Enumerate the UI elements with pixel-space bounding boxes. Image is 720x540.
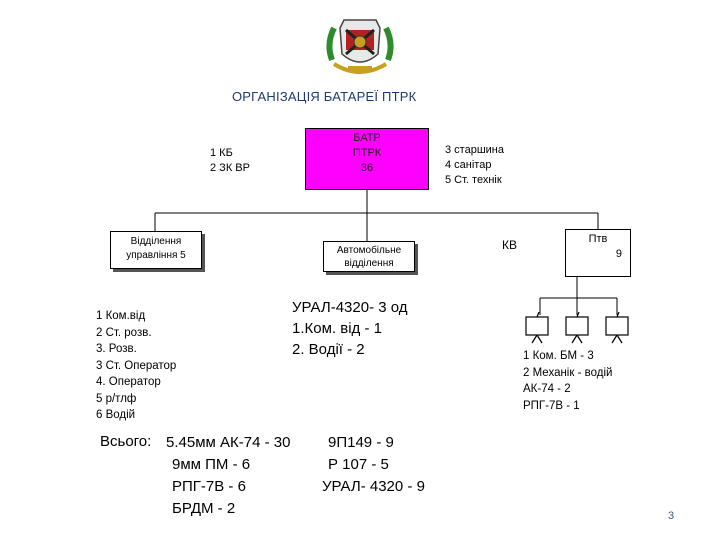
- list-item: РПГ-7В - 1: [523, 399, 580, 412]
- kv-label: КВ: [502, 238, 517, 252]
- totals-col2: [322, 432, 425, 498]
- hq-line-3: 36: [360, 162, 374, 174]
- ptv-number: 9: [615, 248, 622, 260]
- left-notes: [210, 146, 250, 176]
- auto-box-line-1: Автомобільне: [336, 245, 402, 256]
- list-item: Р 107 - 5: [328, 456, 389, 473]
- left-note-1: 1 КБ: [210, 147, 233, 159]
- list-item: УРАЛ- 4320 - 9: [322, 478, 425, 495]
- ptv-box: [565, 229, 631, 277]
- list-item: 5.45мм АК-74 - 30: [166, 434, 291, 451]
- list-item: РПГ-7В - 6: [172, 478, 246, 495]
- hq-line-2: ПТРК: [352, 147, 382, 159]
- page-title: ОРГАНІЗАЦІЯ БАТАРЕЇ ПТРК: [232, 89, 417, 104]
- totals-prefix: Всього:: [100, 433, 152, 450]
- list-item: 9мм ПМ - 6: [172, 456, 251, 473]
- right-notes: [445, 143, 504, 188]
- launcher-icon: [606, 312, 628, 343]
- list-item: 5 р/тлф: [96, 392, 137, 405]
- auto-box-line-2: відділення: [344, 258, 394, 269]
- ptv-list: [523, 348, 612, 414]
- list-item: 2 Ст. розв.: [96, 326, 152, 339]
- section-box-line-2: управління 5: [126, 250, 186, 261]
- ptv-label: Птв: [588, 233, 608, 245]
- list-item: 1 Ком. БМ - 3: [523, 350, 594, 362]
- section-list: [96, 308, 176, 424]
- launcher-icon: [526, 312, 548, 343]
- right-note-1: 3 старшина: [445, 144, 504, 156]
- list-item: 4. Оператор: [96, 376, 161, 388]
- list-item: 1.Ком. від - 1: [292, 320, 382, 337]
- list-item: АК-74 - 2: [523, 383, 571, 395]
- launcher-icons: [524, 312, 634, 344]
- right-note-2: 4 санітар: [445, 159, 492, 171]
- right-note-3: 5 Ст. технік: [445, 174, 502, 186]
- list-item: 9П149 - 9: [328, 434, 394, 451]
- page-number: 3: [668, 510, 675, 522]
- list-item: 3. Розв.: [96, 343, 137, 355]
- auto-list: [292, 297, 408, 360]
- list-item: 6 Водій: [96, 409, 136, 421]
- battery-hq-box: [305, 128, 429, 190]
- totals-col1: [166, 432, 290, 520]
- list-item: 3 Ст. Оператор: [96, 359, 177, 372]
- hq-line-1: БАТР: [353, 132, 381, 144]
- list-item: 2. Водії - 2: [292, 341, 365, 358]
- list-item: БРДМ - 2: [172, 500, 236, 517]
- list-item: УРАЛ-4320- 3 од: [292, 299, 408, 316]
- section-box-line-1: Відділення: [130, 236, 182, 247]
- list-item: 2 Механік - водій: [523, 366, 613, 379]
- left-note-2: 2 ЗК ВР: [210, 162, 250, 174]
- list-item: 1 Ком.від: [96, 310, 146, 322]
- control-section-box: [110, 231, 202, 269]
- auto-section-box: [323, 241, 415, 272]
- launcher-icon: [566, 312, 588, 343]
